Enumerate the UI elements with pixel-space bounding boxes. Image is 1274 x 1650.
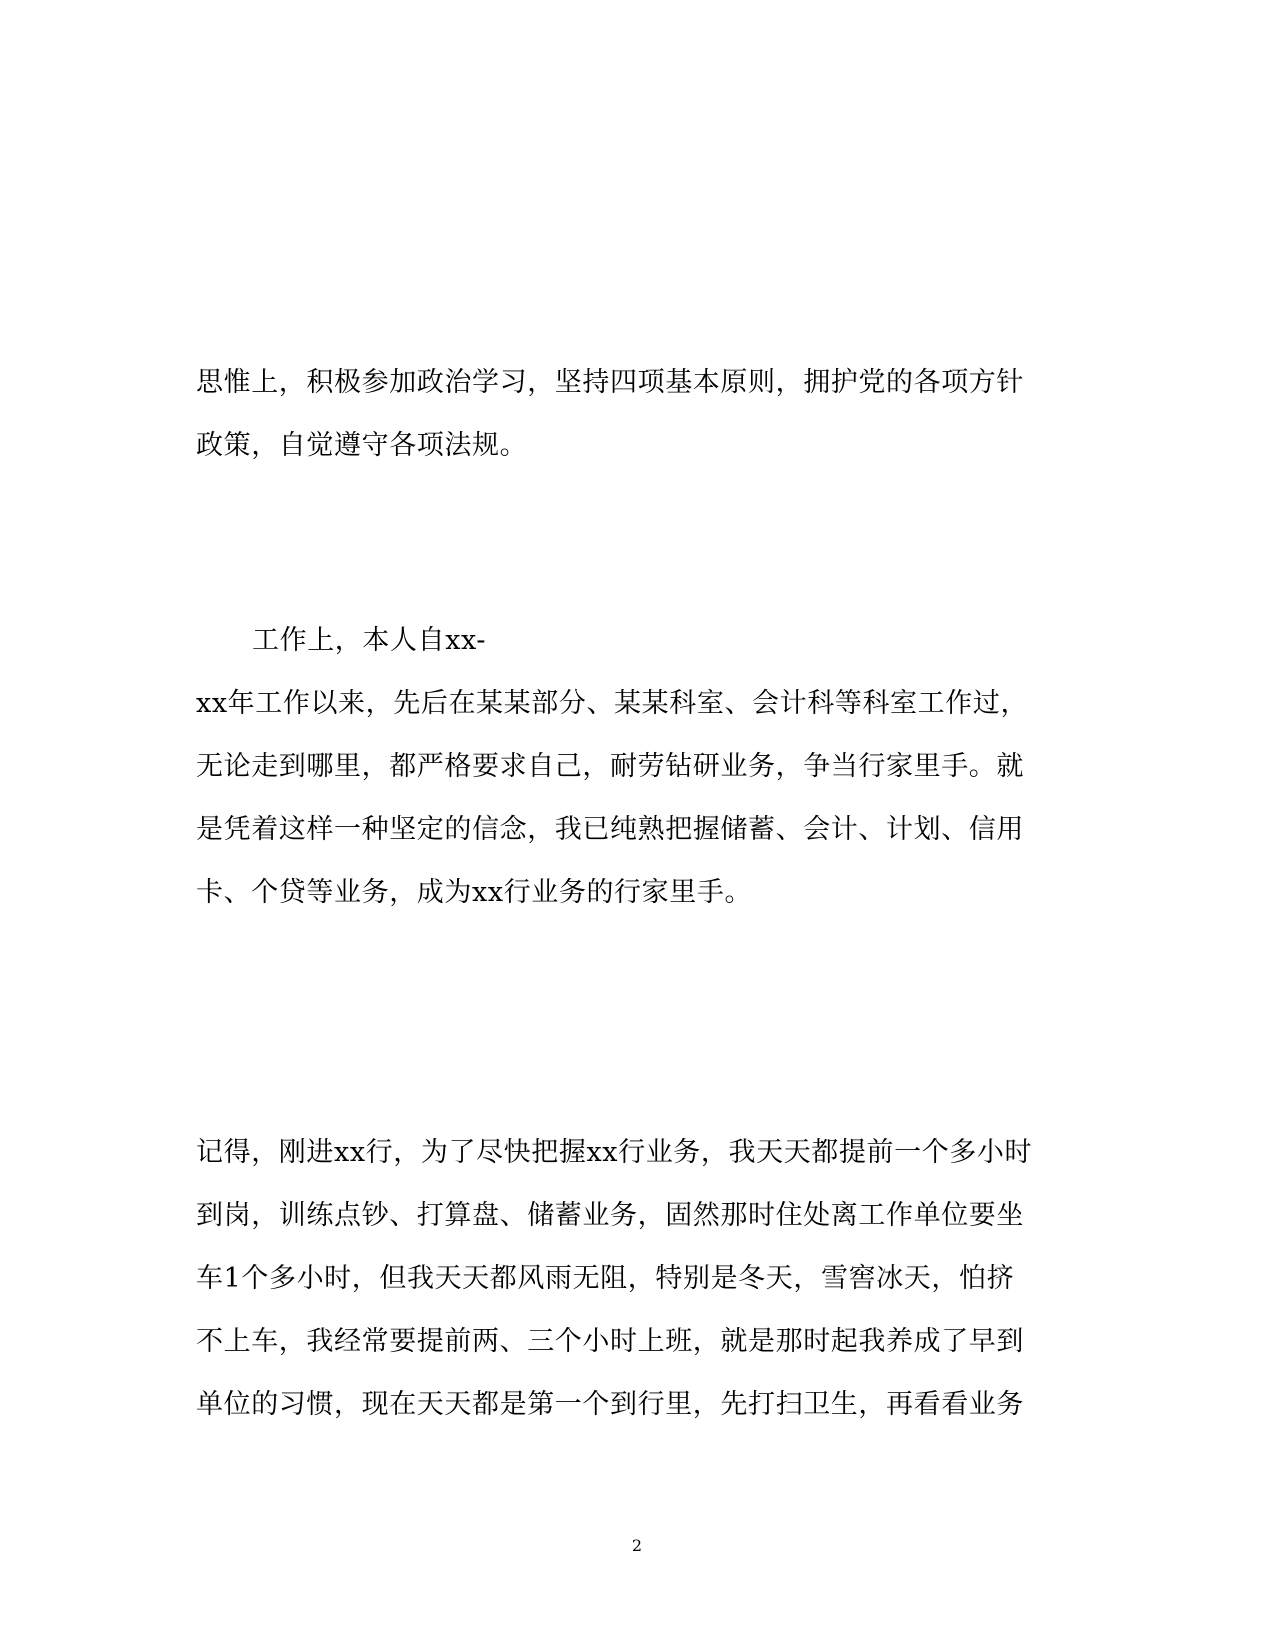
paragraph-2-line-2: xx年工作以来，先后在某某部分、某某科室、会计科等科室工作过， xyxy=(196,688,1029,719)
paragraph-3-line-1: 记得，刚进xx行，为了尽快把握xx行业务，我天天都提前一个多小时 xyxy=(196,1137,1033,1168)
paragraph-3-line-5: 单位的习惯，现在天天都是第一个到行里，先打扫卫生，再看看业务 xyxy=(196,1389,1024,1420)
paragraph-2-line-1: 工作上，本人自xx- xyxy=(252,625,487,656)
paragraph-2-line-5: 卡、个贷等业务，成为xx行业务的行家里手。 xyxy=(196,877,753,908)
paragraph-1-line-2: 政策，自觉遵守各项法规。 xyxy=(196,430,528,461)
paragraph-1-line-1: 思惟上，积极参加政治学习，坚持四项基本原则，拥护党的各项方针 xyxy=(196,367,1024,398)
paragraph-2-line-3: 无论走到哪里，都严格要求自己，耐劳钻研业务，争当行家里手。就 xyxy=(196,751,1024,782)
paragraph-2-line-4: 是凭着这样一种坚定的信念，我已纯熟把握储蓄、会计、计划、信用 xyxy=(196,814,1024,845)
page-number: 2 xyxy=(631,1536,643,1555)
paragraph-3-line-2: 到岗，训练点钞、打算盘、储蓄业务，固然那时住处离工作单位要坐 xyxy=(196,1200,1024,1231)
paragraph-3-line-4: 不上车，我经常要提前两、三个小时上班，就是那时起我养成了早到 xyxy=(196,1326,1024,1357)
paragraph-3-line-3: 车1个多小时，但我天天都风雨无阻，特别是冬天，雪窖冰天，怕挤 xyxy=(196,1263,1015,1294)
